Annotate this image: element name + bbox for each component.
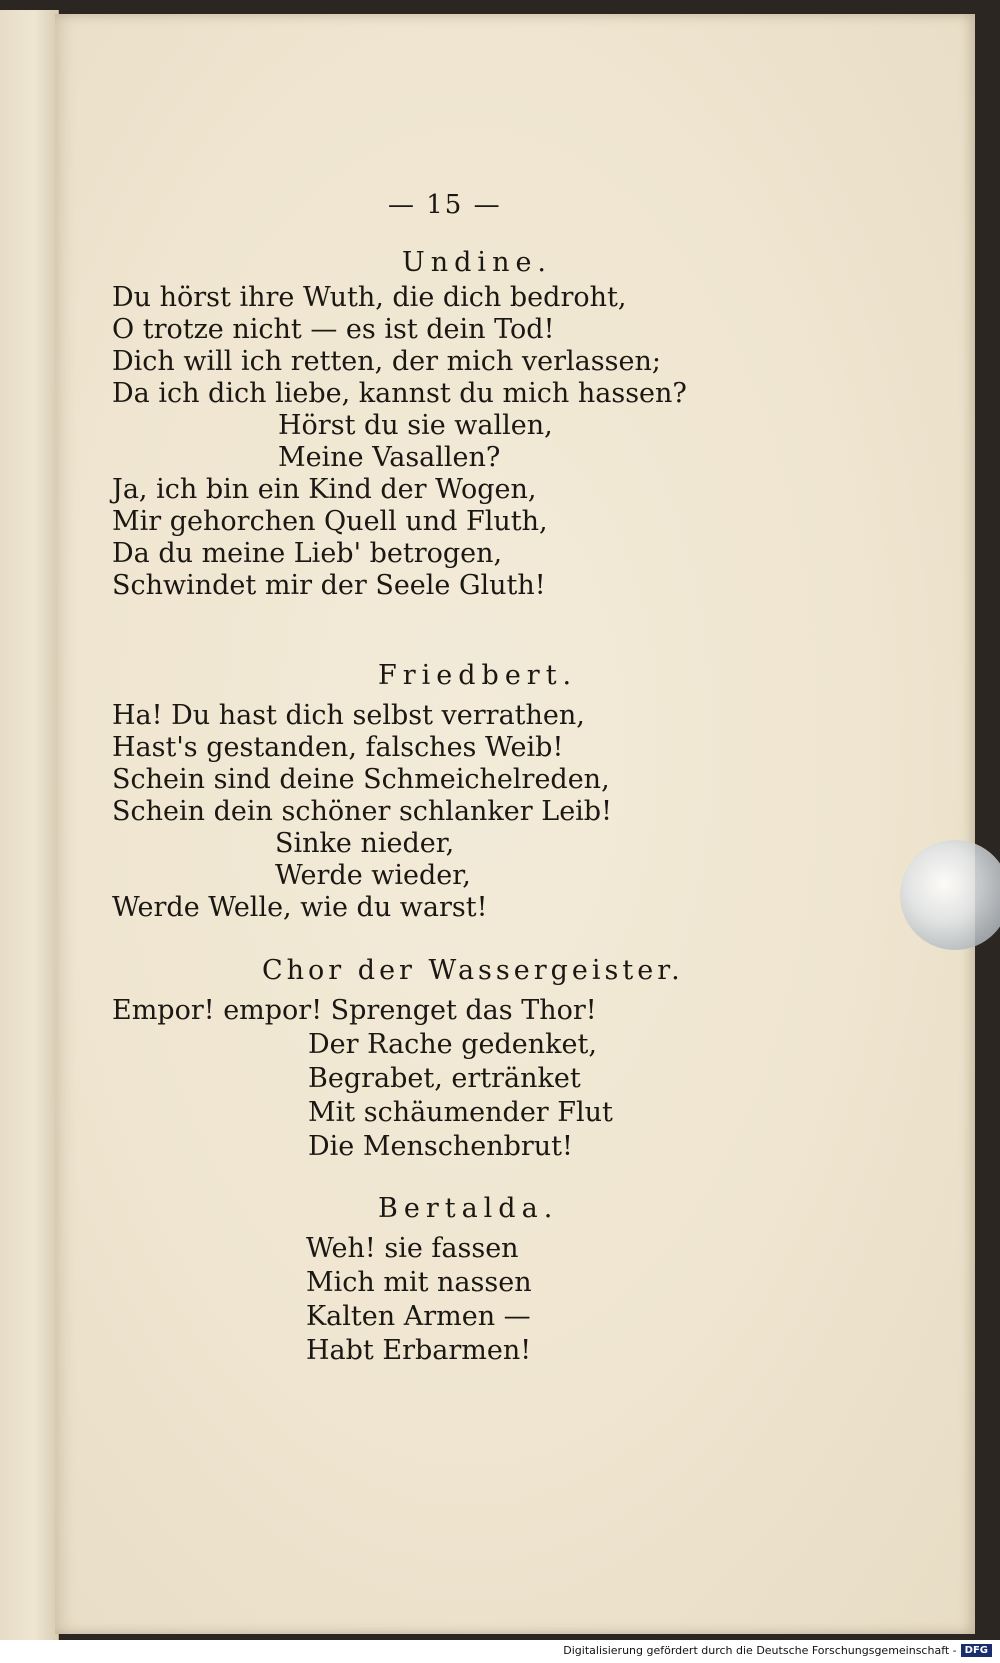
speaker-undine: Undine. bbox=[402, 247, 553, 278]
verse-line: Du hörst ihre Wuth, die dich bedroht, bbox=[112, 282, 627, 313]
verse-line: Da du meine Lieb' betrogen, bbox=[112, 538, 503, 569]
verse-line: Hast's gestanden, falsches Weib! bbox=[112, 732, 564, 763]
verse-line: Kalten Armen — bbox=[306, 1301, 531, 1332]
digitization-credit bbox=[563, 1644, 992, 1657]
verse-line: Werde wieder, bbox=[275, 860, 471, 891]
verse-line: Ha! Du hast dich selbst verrathen, bbox=[112, 700, 585, 731]
verse-line: Der Rache gedenket, bbox=[308, 1029, 597, 1060]
page-number: — 15 — bbox=[388, 190, 502, 220]
verse-line: Werde Welle, wie du warst! bbox=[112, 892, 488, 923]
verse-line: Empor! empor! Sprenget das Thor! bbox=[112, 995, 597, 1026]
footer-text: Digitalisierung gefördert durch die Deutsche Forschungsgemeinschaft - bbox=[563, 1644, 957, 1657]
verse-line: Mit schäumender Flut bbox=[308, 1097, 613, 1128]
verse-line: Ja, ich bin ein Kind der Wogen, bbox=[112, 474, 537, 505]
dfg-logo-icon: DFG bbox=[961, 1644, 992, 1657]
verse-line: Habt Erbarmen! bbox=[306, 1335, 532, 1366]
verse-line: Begrabet, ertränket bbox=[308, 1063, 581, 1094]
verse-line: Sinke nieder, bbox=[275, 828, 455, 859]
page-clip-shadow bbox=[900, 840, 1000, 950]
speaker-bertalda: Bertalda. bbox=[378, 1193, 559, 1224]
verse-line: Weh! sie fassen bbox=[306, 1233, 519, 1264]
verse-line: Mich mit nassen bbox=[306, 1267, 532, 1298]
verse-line: Schein sind deine Schmeichelreden, bbox=[112, 764, 610, 795]
verse-line: O trotze nicht — es ist dein Tod! bbox=[112, 314, 555, 345]
verse-line: Mir gehorchen Quell und Fluth, bbox=[112, 506, 548, 537]
previous-page-edge bbox=[0, 10, 59, 1640]
verse-line: Meine Vasallen? bbox=[278, 442, 501, 473]
verse-line: Da ich dich liebe, kannst du mich hassen? bbox=[112, 378, 687, 409]
verse-line: Hörst du sie wallen, bbox=[278, 410, 553, 441]
verse-line: Schein dein schöner schlanker Leib! bbox=[112, 796, 612, 827]
speaker-chorus: Chor der Wassergeister. bbox=[262, 955, 684, 986]
verse-line: Dich will ich retten, der mich verlassen; bbox=[112, 346, 661, 377]
verse-line: Schwindet mir der Seele Gluth! bbox=[112, 570, 546, 601]
verse-line: Die Menschenbrut! bbox=[308, 1131, 573, 1162]
speaker-friedbert: Friedbert. bbox=[378, 660, 578, 691]
